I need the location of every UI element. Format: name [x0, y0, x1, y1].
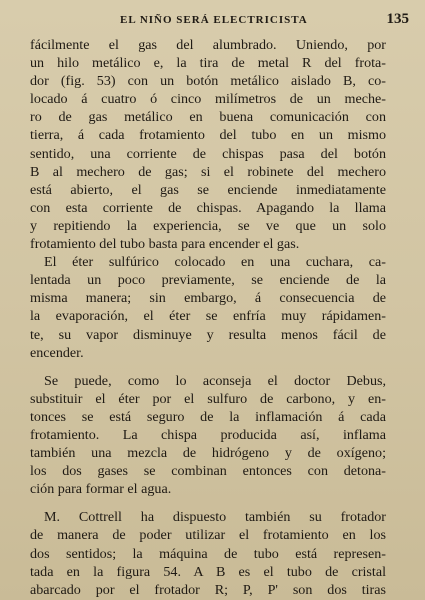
text-line: con esta corriente de chispas. Apagando la llama	[30, 199, 386, 216]
text-line: te, su vapor disminuye y resulta menos fácil de	[30, 326, 386, 343]
text-line: dor (fig. 53) con un botón metálico aislado B, co-	[30, 73, 386, 90]
text-line: sentido, una corriente de chispas pasa del botón	[30, 145, 386, 162]
text-line: frotamiento del tubo basta para encender el gas.	[30, 236, 300, 253]
text-line: ción para formar el agua.	[30, 481, 172, 498]
text-line: de manera de poder utilizar el frotamiento en los	[30, 527, 386, 544]
page-number: 135	[386, 11, 409, 27]
paragraph-3	[30, 372, 386, 499]
text-line: también una mezcla de hidrógeno y de oxígeno;	[30, 445, 386, 462]
text-line: abarcado por el frotador R; P, P' son dos tiras	[30, 581, 386, 598]
text-line: tonces se está seguro de la inflamación á cada	[30, 408, 386, 425]
text-line: ro de gas metálico en buena comunicación con	[30, 109, 386, 126]
text-line: y repitiendo la experiencia, se ve que un solo	[30, 217, 386, 234]
paragraph-spacer	[30, 498, 386, 508]
text-line: El éter sulfúrico colocado en una cuchara, ca-	[44, 254, 386, 271]
paragraph-4	[30, 508, 386, 598]
running-head: EL NIÑO SERÁ ELECTRICISTA	[120, 14, 308, 26]
text-line: locado á cuatro ó cinco milímetros de un meche-	[30, 91, 386, 108]
text-line: dos sentidos; la máquina de tubo está represen-	[30, 545, 386, 562]
body-text	[30, 36, 386, 599]
text-line: encender.	[30, 344, 84, 361]
text-line: substituir el éter por el sulfuro de carbono, y en-	[30, 390, 386, 407]
text-line: M. Cottrell ha dispuesto también su frotador	[44, 509, 386, 526]
text-line: tada en la figura 54. A B es el tubo de cristal	[30, 563, 386, 580]
text-line: lentada un poco previamente, se enciende de la	[30, 272, 386, 289]
text-line: un hilo metálico e, la tira de metal R del frota-	[30, 55, 386, 72]
text-line: B al mechero de gas; si el robinete del mechero	[30, 163, 386, 180]
text-line: tierra, á cada frotamiento del tubo en un mismo	[30, 127, 386, 144]
text-line: los dos gases se combinan entonces con detona-	[30, 463, 386, 480]
text-line: está abierto, el gas se enciende inmediatamente	[30, 181, 386, 198]
text-line: Se puede, como lo aconseja el doctor Debus,	[44, 372, 386, 389]
paragraph-spacer	[30, 362, 386, 372]
text-line: la evaporación, el éter se enfría muy rápidamen-	[30, 308, 386, 325]
paragraph-1	[30, 36, 386, 253]
text-line: fácilmente el gas del alumbrado. Uniendo, por	[30, 37, 386, 53]
paragraph-2	[30, 253, 386, 362]
text-line: misma manera; sin embargo, á consecuencia de	[30, 290, 386, 307]
text-line: frotamiento. La chispa producida así, inflama	[30, 426, 386, 443]
